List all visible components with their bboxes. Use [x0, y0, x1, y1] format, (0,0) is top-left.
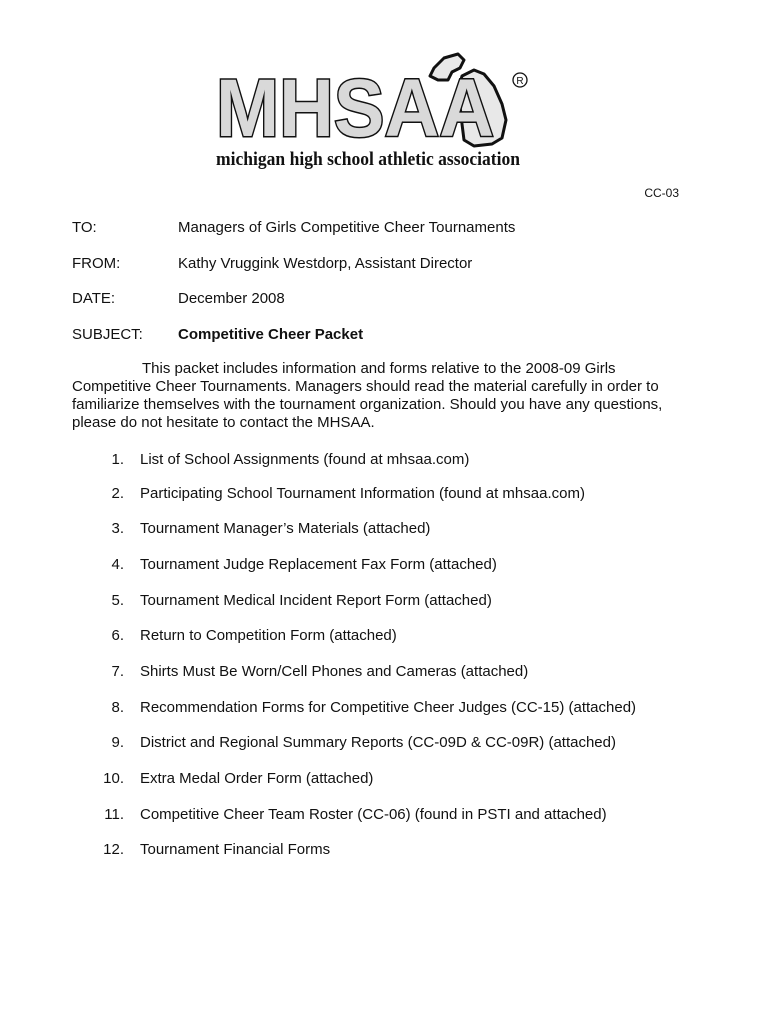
list-item [72, 733, 616, 753]
list-item [72, 626, 397, 646]
mhsaa-logo [212, 46, 532, 176]
memo-to-value: Managers of Girls Competitive Cheer Tournaments [178, 219, 516, 236]
list-item-number: 3. [111, 520, 124, 537]
list-item-text: Participating School Tournament Information (found at mhsaa.com) [140, 485, 585, 502]
list-item-text: List of School Assignments (found at mhsaa.com) [140, 451, 470, 468]
list-item-number: 8. [111, 699, 124, 716]
list-item-number: 9. [111, 734, 124, 751]
list-item-number: 7. [111, 663, 124, 680]
intro-line: This packet includes information and forms relative to the 2008-09 Girls [142, 360, 616, 377]
memo-from-row [72, 254, 472, 274]
memo-date-value: December 2008 [178, 290, 285, 307]
list-item-number: 5. [111, 592, 124, 609]
memo-date-label: DATE: [72, 290, 116, 307]
list-item-number: 2. [111, 485, 124, 502]
list-item-text: Tournament Judge Replacement Fax Form (attached) [140, 556, 497, 573]
list-item [72, 591, 492, 611]
list-item-text: Competitive Cheer Team Roster (CC-06) (found in PSTI and attached) [140, 806, 607, 823]
list-item-number: 4. [111, 556, 124, 573]
memo-date-row [72, 289, 285, 309]
document-code: CC-03 [644, 186, 679, 200]
list-item-number: 11. [104, 806, 124, 823]
list-item-text: District and Regional Summary Reports (CC-09D & CC-09R) (attached) [140, 734, 616, 751]
list-item-text: Shirts Must Be Worn/Cell Phones and Cameras (attached) [140, 663, 529, 680]
intro-line: please do not hesitate to contact the MHSAA. [72, 414, 375, 431]
memo-to-row [72, 218, 515, 238]
intro-line: familiarize themselves with the tournament organization. Should you have any questions, [72, 396, 663, 413]
list-item-text: Return to Competition Form (attached) [140, 627, 397, 644]
memo-from-value: Kathy Vruggink Westdorp, Assistant Director [178, 255, 473, 272]
list-item [72, 698, 636, 718]
list-item-text: Recommendation Forms for Competitive Cheer Judges (CC-15) (attached) [140, 699, 637, 716]
list-item [72, 840, 330, 860]
logo-tagline: michigan high school athletic association [216, 149, 521, 170]
list-item [72, 450, 469, 470]
registered-mark: R [516, 76, 524, 87]
intro-line: Competitive Cheer Tournaments. Managers should read the material carefully in order to [72, 378, 659, 395]
logo-letters: MHSAA [216, 63, 494, 154]
list-item [72, 484, 585, 504]
list-item-text: Extra Medal Order Form (attached) [140, 770, 374, 787]
list-item-text: Tournament Financial Forms [140, 841, 331, 858]
memo-subject-label: SUBJECT: [72, 326, 143, 343]
list-item [72, 769, 373, 789]
memo-subject-value: Competitive Cheer Packet [178, 326, 364, 343]
list-item-number: 12. [103, 841, 124, 858]
list-item [72, 519, 430, 539]
list-item [72, 555, 497, 575]
list-item [72, 805, 607, 825]
list-item-number: 6. [111, 627, 124, 644]
list-item-number: 1. [111, 451, 124, 468]
intro-paragraph [72, 360, 712, 432]
memo-subject-row [72, 325, 363, 345]
list-item-number: 10. [103, 770, 124, 787]
memo-to-label: TO: [72, 219, 97, 236]
list-item [72, 662, 528, 682]
list-item-text: Tournament Medical Incident Report Form (attached) [140, 592, 492, 609]
list-item-text: Tournament Manager’s Materials (attached) [140, 520, 431, 537]
memo-from-label: FROM: [72, 255, 121, 272]
